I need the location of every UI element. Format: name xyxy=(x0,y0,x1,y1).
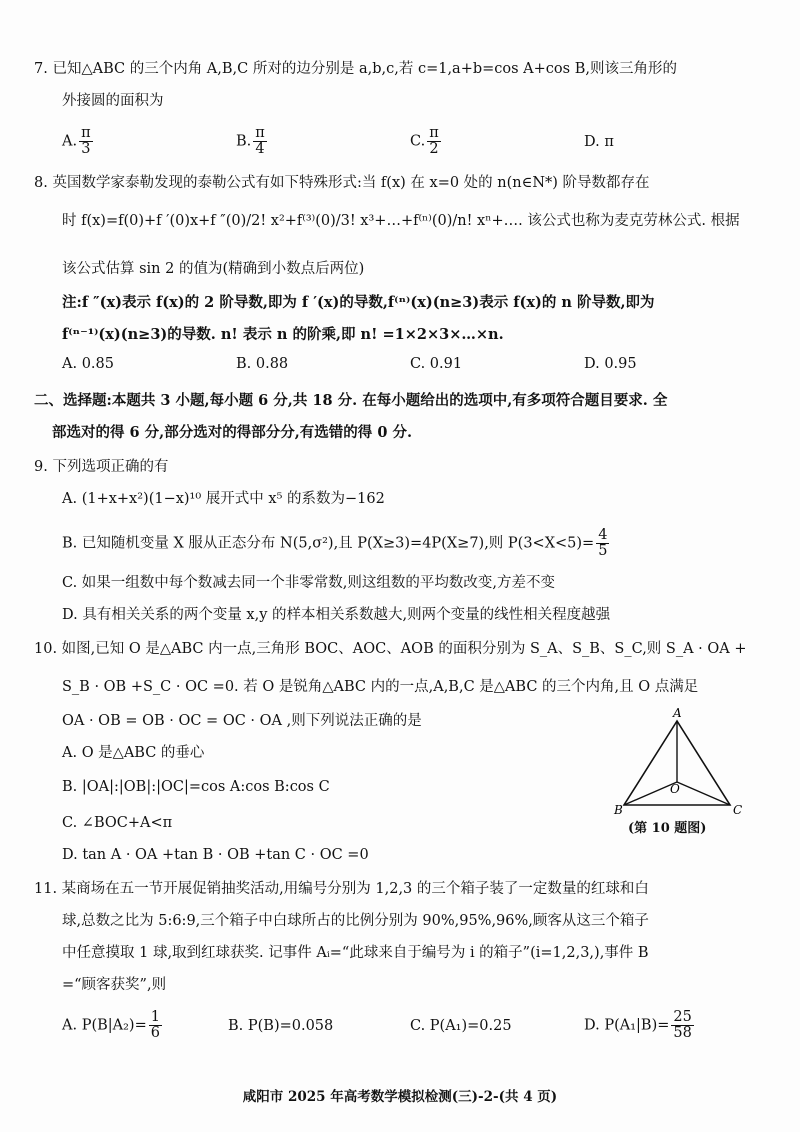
q10-option-c: C. ∠BOC+A<π xyxy=(62,815,173,831)
q8-line1: 8. 英国数学家泰勒发现的泰勒公式有如下特殊形式:当 f(x) 在 x=0 处的 n(n∈N*) 阶导数都存在 xyxy=(34,175,650,191)
q9-stem: 9. 下列选项正确的有 xyxy=(34,459,169,475)
q8-option-a: A. 0.85 xyxy=(62,356,114,372)
q8-option-b: B. 0.88 xyxy=(236,356,289,372)
q7-line2: 外接圆的面积为 xyxy=(62,93,164,109)
q8-option-c: C. 0.91 xyxy=(410,356,463,372)
section2-line2: 部选对的得 6 分,部分选对的得部分分,有选错的得 0 分. xyxy=(52,424,413,441)
q10-figure-caption: (第 10 题图) xyxy=(628,821,707,836)
section2-line1: 二、选择题:本题共 3 小题,每小题 6 分,共 18 分. 在每小题给出的选项中,有多项符合题目要求. 全 xyxy=(34,392,668,409)
q7-option-b: B. $\frac{\pi}{4}$ xyxy=(236,125,265,157)
q11-option-d: D. P(A₁|B)= $\frac{25}{58}$ xyxy=(584,1009,692,1041)
q11-line1: 11. 某商场在五一节开展促销抽奖活动,用编号分别为 1,2,3 的三个箱子装了一定数量的红球和白 xyxy=(34,881,649,897)
q11-option-c: C. P(A₁)=0.25 xyxy=(410,1018,512,1034)
q9-option-b: B. 已知随机变量 X 服从正态分布 N(5,σ²),且 P(X≥3)=4P(X≥7),则 P(3<X<5)= $\frac{4}{5}$ xyxy=(62,527,608,559)
q10-option-b: B. |OA|:|OB|:|OC|=cos A:cos B:cos C xyxy=(62,779,330,795)
q8-line2: 时 f(x)=f(0)+f ′(0)x+f ″(0)/2! x²+f⁽³⁾(0)/3! x³+…+f⁽ⁿ⁾(0)/n! xⁿ+…. 该公式也称为麦克劳林公式. 根据 xyxy=(62,213,740,229)
page-footer: 咸阳市 2025 年高考数学模拟检测(三)-2-(共 4 页) xyxy=(242,1089,558,1105)
label-o: O xyxy=(670,782,680,796)
label-b: B xyxy=(614,803,623,817)
q7-line1: 7. 已知△ABC 的三个内角 A,B,C 所对的边分别是 a,b,c,若 c=1,a+b=cos A+cos B,则该三角形的 xyxy=(34,61,677,77)
q11-option-b: B. P(B)=0.058 xyxy=(228,1018,334,1034)
q8-note2: f⁽ⁿ⁻¹⁾(x)(n≥3)的导数. n! 表示 n 的阶乘,即 n! =1×2×3×…×n. xyxy=(62,326,504,343)
label-c: C xyxy=(733,803,743,817)
q7-option-d: D. π xyxy=(584,134,614,150)
q9-option-d: D. 具有相关关系的两个变量 x,y 的样本相关系数越大,则两个变量的线性相关程度越强 xyxy=(62,607,611,623)
q7-option-a: A. $\frac{\pi}{3}$ xyxy=(62,125,91,157)
q11-line3: 中任意摸取 1 球,取到红球获奖. 记事件 Aᵢ=“此球来自于编号为 i 的箱子”(i=1,2,3,),事件 B xyxy=(62,945,649,961)
q10-line1: 10. 如图,已知 O 是△ABC 内一点,三角形 BOC、AOC、AOB 的面积分别为 S_A、S_B、S_C,则 S_A · OA + xyxy=(34,641,747,657)
q8-note1: 注:f ″(x)表示 f(x)的 2 阶导数,即为 f ′(x)的导数,f⁽ⁿ⁾(x)(n≥3)表示 f(x)的 n 阶导数,即为 xyxy=(62,294,655,311)
q7-option-c: C. $\frac{\pi}{2}$ xyxy=(410,125,439,157)
label-a: A xyxy=(673,706,682,720)
q8-line3: 该公式估算 sin 2 的值为(精确到小数点后两位) xyxy=(62,261,365,277)
q9-option-a: A. (1+x+x²)(1−x)¹⁰ 展开式中 x⁵ 的系数为−162 xyxy=(62,491,385,507)
q11-option-a: A. P(B|A₂)= $\frac{1}{6}$ xyxy=(62,1009,160,1041)
q8-option-d: D. 0.95 xyxy=(584,356,637,372)
q9-option-c: C. 如果一组数中每个数减去同一个非零常数,则这组数的平均数改变,方差不变 xyxy=(62,575,556,591)
q10-line3: OA · OB = OB · OC = OC · OA ,则下列说法正确的是 xyxy=(62,713,422,729)
q10-line2: S_B · OB +S_C · OC =0. 若 O 是锐角△ABC 内的一点,A,B,C 是△ABC 的三个内角,且 O 点满足 xyxy=(62,679,699,695)
q10-option-d: D. tan A · OA +tan B · OB +tan C · OC =0 xyxy=(62,847,369,863)
q11-line4: =“顾客获奖”,则 xyxy=(62,977,167,993)
q10-option-a: A. O 是△ABC 的垂心 xyxy=(62,745,205,761)
q11-line2: 球,总数之比为 5:6:9,三个箱子中白球所占的比例分别为 90%,95%,96%,顾客从这三个箱子 xyxy=(62,913,649,929)
